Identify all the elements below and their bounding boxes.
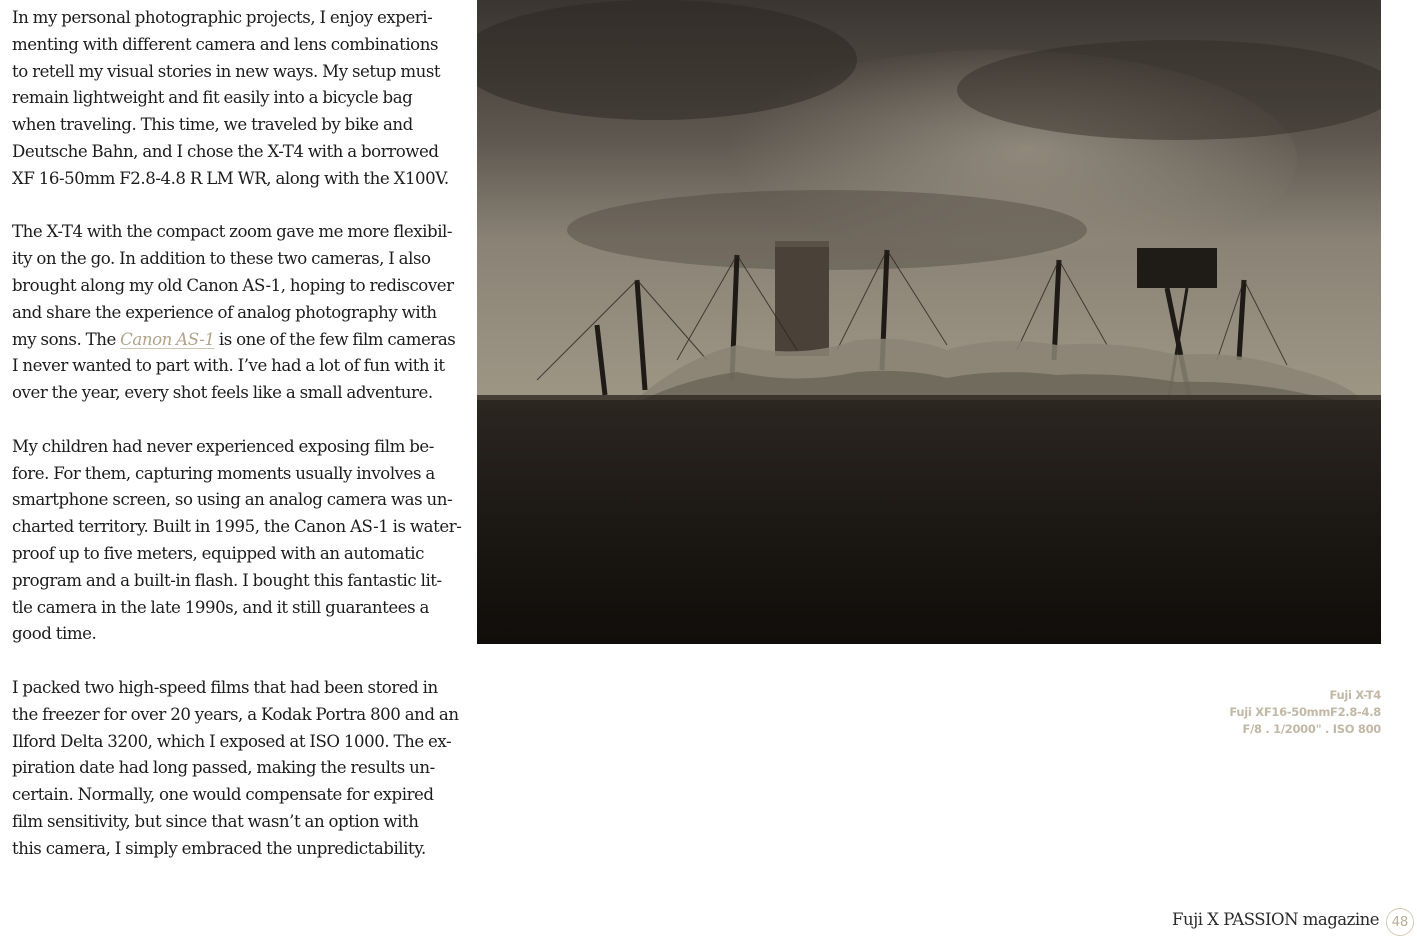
text-line: over the year, every shot feels like a small adventure. bbox=[12, 383, 433, 403]
text-line: charted territory. Built in 1995, the Canon AS-1 is water- bbox=[12, 517, 462, 537]
caption-camera: Fuji X-T4 bbox=[1329, 688, 1381, 702]
paragraph-4 bbox=[12, 675, 458, 863]
text-line: Ilford Delta 3200, which I exposed at ISO 1000. The ex- bbox=[12, 731, 452, 751]
text-line: piration date had long passed, making the results un- bbox=[12, 758, 435, 778]
text-line: smartphone screen, so using an analog camera was un- bbox=[12, 490, 453, 510]
canon-as1-link[interactable]: Canon AS-1 bbox=[120, 329, 215, 349]
text-line: The X-T4 with the compact zoom gave me more flexibil- bbox=[12, 222, 453, 242]
text-line: certain. Normally, one would compensate for expired bbox=[12, 785, 434, 805]
photo-caption bbox=[1229, 687, 1381, 738]
text-line: tle camera in the late 1990s, and it still guarantees a bbox=[12, 597, 429, 617]
text-line: menting with different camera and lens combinations bbox=[12, 34, 439, 54]
text-line: the freezer for over 20 years, a Kodak Portra 800 and an bbox=[12, 704, 459, 724]
magazine-title: Fuji X PASSION magazine bbox=[1172, 910, 1379, 929]
text-line: when traveling. This time, we traveled by bike and bbox=[12, 115, 413, 135]
text-line: brought along my old Canon AS-1, hoping to rediscover bbox=[12, 275, 454, 295]
text-line: proof up to five meters, equipped with an automatic bbox=[12, 543, 425, 563]
text-line: film sensitivity, but since that wasn’t an option with bbox=[12, 811, 419, 831]
text-line: good time. bbox=[12, 624, 97, 644]
paragraph-1 bbox=[12, 5, 458, 193]
text-line: XF 16-50mm F2.8-4.8 R LM WR, along with the X100V. bbox=[12, 168, 449, 188]
text-line: program and a built-in flash. I bought this fantastic lit- bbox=[12, 570, 442, 590]
text-line: Deutsche Bahn, and I chose the X-T4 with a borrowed bbox=[12, 141, 439, 161]
paragraph-2 bbox=[12, 219, 458, 407]
link-line-before: my sons. The bbox=[12, 329, 121, 349]
stadium-tent-roof-photo bbox=[477, 0, 1381, 644]
page-number-badge: 48 bbox=[1386, 908, 1414, 936]
text-line: and share the experience of analog photography with bbox=[12, 302, 437, 322]
text-line: I never wanted to part with. I’ve had a lot of fun with it bbox=[12, 356, 445, 376]
text-line: I packed two high-speed films that had been stored in bbox=[12, 677, 438, 697]
text-line: remain lightweight and fit easily into a bicycle bag bbox=[12, 88, 413, 108]
text-line: to retell my visual stories in new ways. My setup must bbox=[12, 61, 441, 81]
caption-lens: Fuji XF16-50mmF2.8-4.8 bbox=[1229, 705, 1381, 719]
article-text bbox=[12, 5, 462, 889]
text-line: In my personal photographic projects, I enjoy experi- bbox=[12, 8, 433, 27]
caption-settings: F/8 . 1/2000" . ISO 800 bbox=[1242, 722, 1381, 736]
text-line: this camera, I simply embraced the unpredictability. bbox=[12, 838, 426, 858]
text-line: My children had never experienced exposing film be- bbox=[12, 436, 434, 456]
link-line-after: is one of the few film cameras bbox=[214, 329, 456, 349]
paragraph-3 bbox=[12, 434, 462, 648]
text-line: ity on the go. In addition to these two cameras, I also bbox=[12, 249, 431, 269]
text-line-with-link bbox=[12, 327, 458, 354]
text-line: fore. For them, capturing moments usually involves a bbox=[12, 463, 435, 483]
